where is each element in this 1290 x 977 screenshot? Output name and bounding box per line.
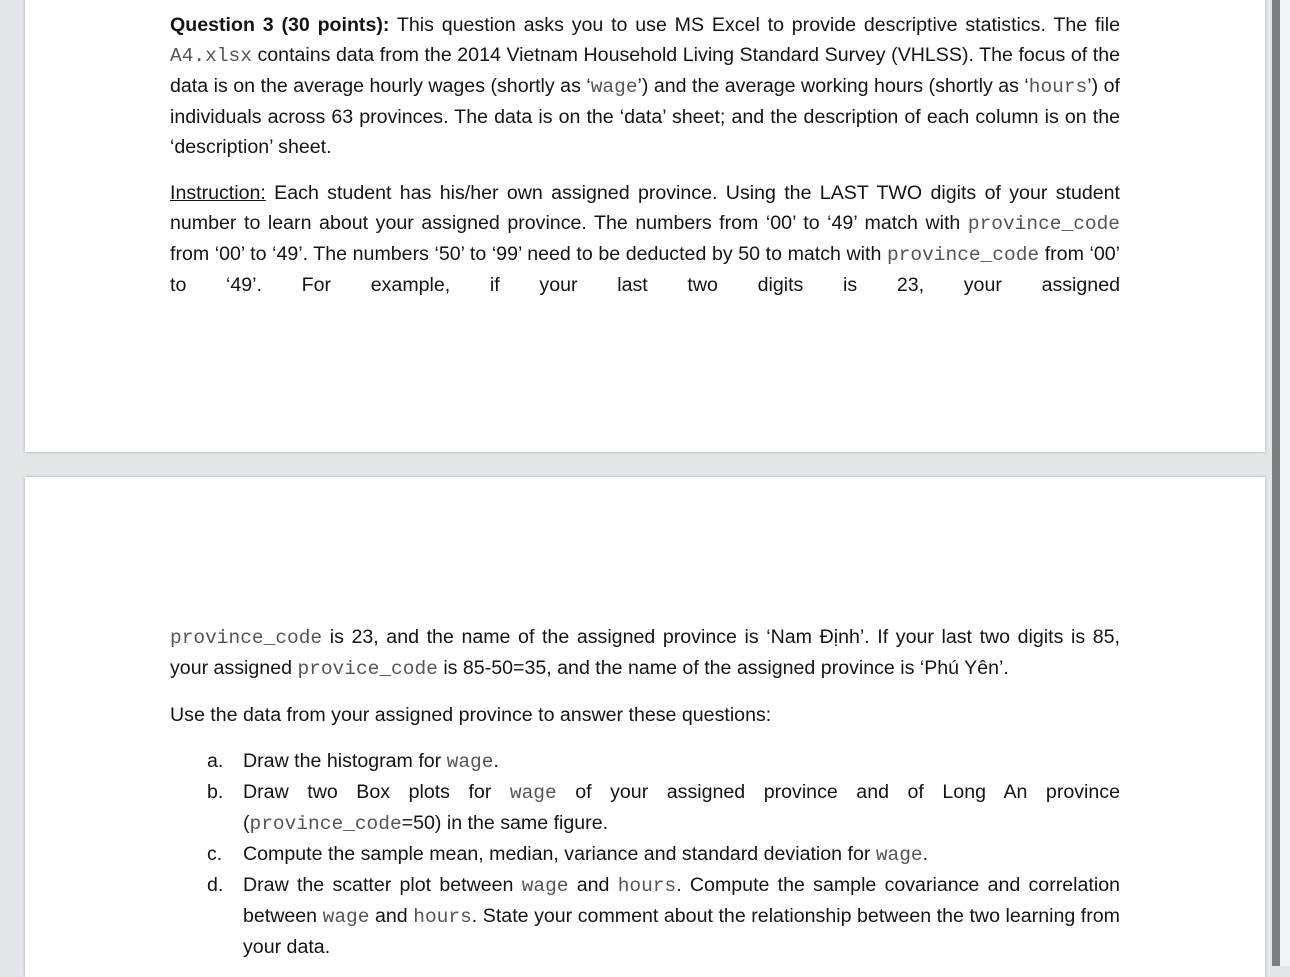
item-text: Draw the scatter plot between (243, 874, 522, 896)
list-item (170, 870, 1120, 962)
use-data-paragraph: Use the data from your assigned province to answer these questions: (170, 704, 772, 726)
wage-code: wage (322, 906, 370, 928)
hours-code: hours (1028, 76, 1088, 98)
scrollbar-gutter (1280, 0, 1290, 966)
hours-code: hours (617, 875, 677, 897)
list-item (170, 777, 1120, 839)
item-text: Draw the histogram for (243, 750, 447, 772)
item-text: . (493, 750, 499, 772)
list-marker: a. (207, 750, 224, 772)
item-text: and (369, 905, 414, 927)
page-1-content (170, 10, 1120, 300)
item-text: and (568, 874, 618, 896)
item-text: Compute the sample mean, median, variance and standard deviation for (243, 843, 876, 865)
question-heading: Question 3 (30 points): (170, 14, 390, 36)
list-item (170, 746, 1120, 777)
wage-code: wage (509, 782, 557, 804)
provice-code: provice_code (297, 658, 438, 680)
item-text: Draw two Box plots for (243, 781, 510, 803)
item-text: . State your comment about the relationship between the two learning from your data. (243, 905, 1120, 958)
instruction-text: from ‘00’ to ‘49’. For example, if your last two digits is 23, your assigned (170, 243, 1121, 296)
document-page-1 (25, 0, 1265, 452)
instruction-text: is 85-50=35, and the name of the assigned province is ‘Phú Yên’. (437, 657, 1009, 679)
question-text: This question asks you to use MS Excel to provide descriptive statistics. The file (389, 14, 1120, 36)
province-code: province_code (170, 627, 323, 649)
document-page-2 (25, 477, 1265, 977)
wage-code: wage (521, 875, 569, 897)
wage-code: wage (590, 76, 638, 98)
file-name: A4.xlsx (170, 45, 252, 67)
question-text: contains data from the 2014 Vietnam Household Living Standard Survey (VHLSS). The focus of the data is on the average hourly wages (shortly as ‘ (170, 44, 1120, 97)
province-code: province_code (967, 213, 1120, 235)
instruction-label: Instruction: (170, 182, 266, 204)
item-text: =50) in the same figure. (401, 812, 609, 834)
instruction-text: Each student has his/her own assigned province. Using the LAST TWO digits of your student number to learn about your assigned province. The numbers from ‘00’ to ‘49’ match with (170, 182, 1120, 234)
item-text: . (922, 843, 929, 865)
wage-code: wage (446, 751, 494, 773)
question-paragraph (170, 10, 1120, 162)
page-2-content (170, 622, 1120, 962)
instruction-text: is 23, and the name of the assigned province is ‘Nam Định’. If your last two digits is 85, your assigned (170, 626, 1120, 679)
item-text: of your assigned province and of Long An province ( (243, 781, 1120, 834)
item-text: . Compute the sample covariance and correlation between (243, 874, 1120, 927)
province-code: province_code (249, 813, 402, 835)
question-text: ’) of individuals across 63 provinces. The data is on the ‘data’ sheet; and the description of each column is on the ‘description’ sheet. (170, 75, 1120, 158)
list-marker: b. (207, 781, 224, 803)
list-item (170, 839, 1120, 870)
hours-code: hours (413, 906, 472, 928)
question-list (170, 746, 1120, 962)
question-text: ’) and the average working hours (shortly as ‘ (637, 75, 1029, 97)
province-code: province_code (886, 244, 1040, 266)
instruction-paragraph (170, 178, 1120, 300)
wage-code: wage (875, 844, 923, 866)
instruction-continued (170, 622, 1120, 684)
list-marker: d. (207, 874, 224, 896)
instruction-text: from ‘00’ to ‘49’. The numbers ‘50’ to ‘99’ need to be deducted by 50 to match with (170, 243, 887, 265)
list-marker: c. (207, 843, 223, 865)
scrollbar-track[interactable] (1272, 0, 1280, 966)
